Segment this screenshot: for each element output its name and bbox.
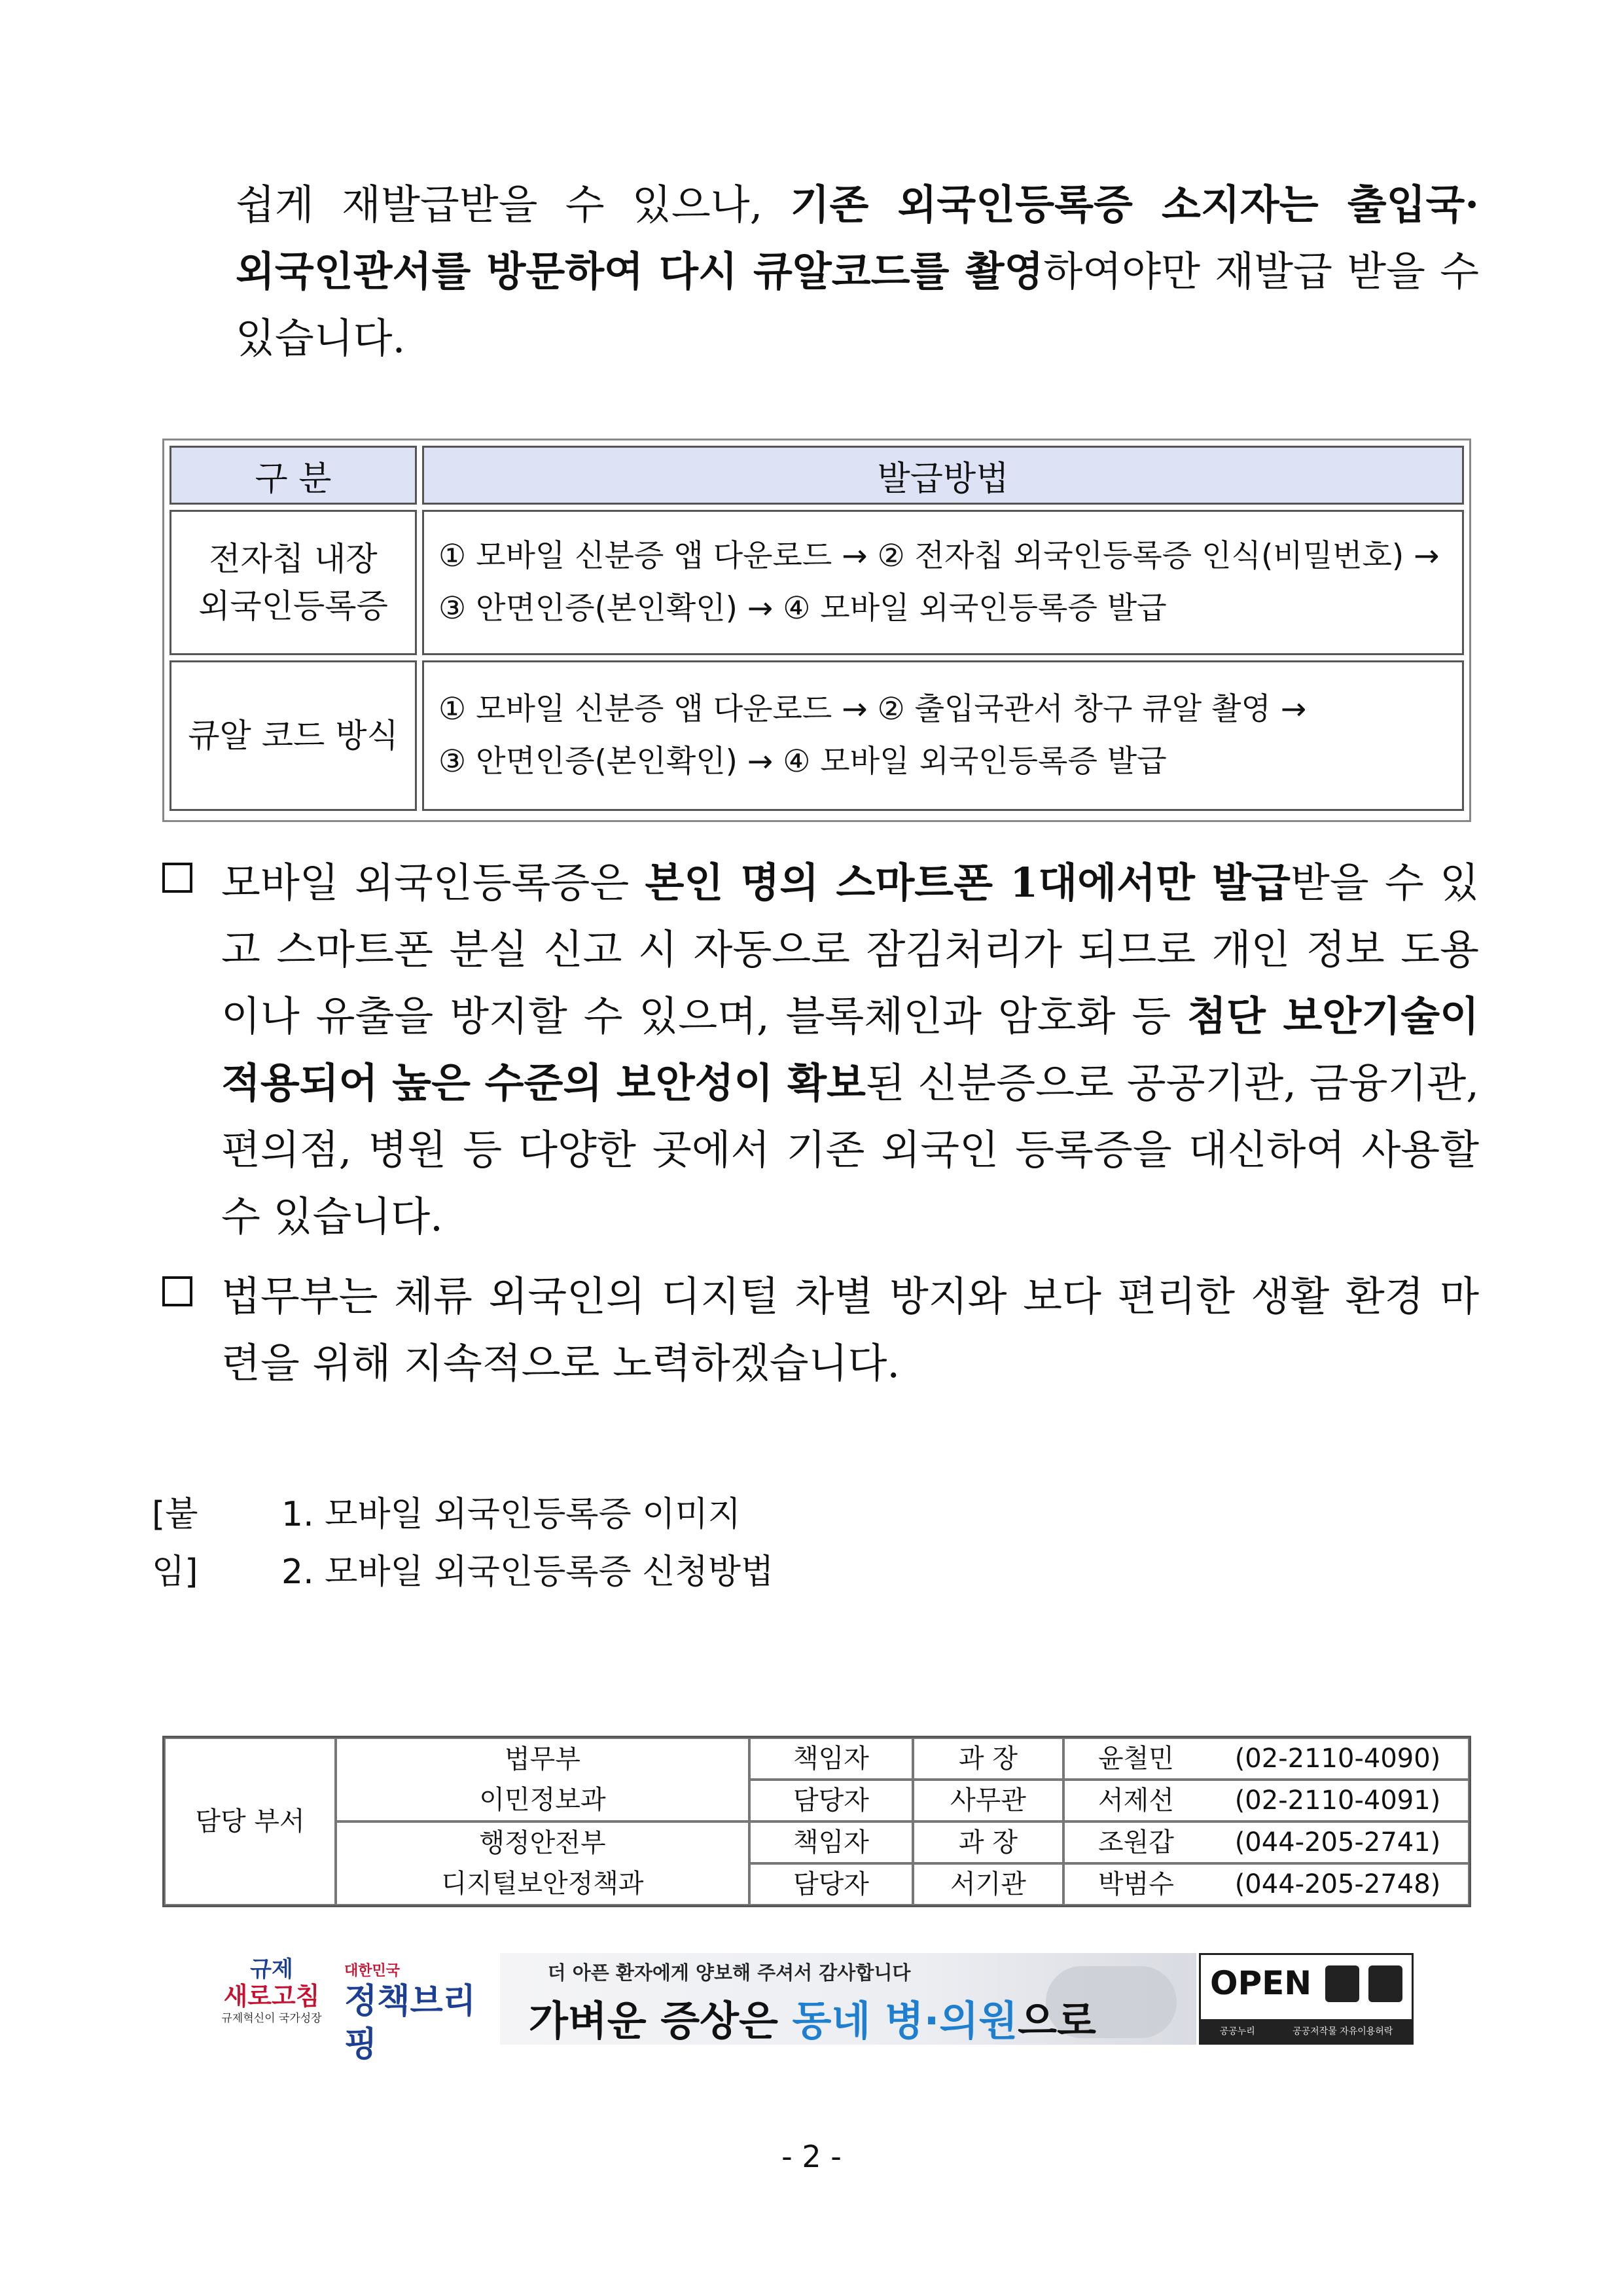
row-qr-steps bbox=[422, 660, 1464, 811]
contact-phone: (044-205-2748) bbox=[1207, 1863, 1469, 1905]
regulation-refresh-logo bbox=[209, 1957, 334, 2026]
contact-title: 과 장 bbox=[913, 1821, 1063, 1863]
attachment-item: 1. 모바일 외국인등록증 이미지 bbox=[281, 1495, 741, 1534]
open-license-caption-bar bbox=[1201, 2019, 1412, 2043]
banner-main-text: 가벼운 증상은 동네 병·의원으로 bbox=[529, 1997, 1096, 2045]
checkbox-bullet-icon bbox=[162, 1276, 192, 1306]
org-justice-division: 이민정보과 bbox=[479, 1785, 606, 1815]
intro-line-1: 쉽게 재발급받을 수 있으나, 기존 외국인등록증 소지자는 출입국· bbox=[236, 181, 1479, 228]
bullet-2-text: 법무부는 체류 외국인의 디지털 차별 방지와 보다 편리한 생활 환경 마련을 위해 지속적으로 노력하겠습니다. bbox=[221, 1272, 1479, 1387]
bullet-paragraph-1 bbox=[162, 850, 1479, 1250]
org-mois-ministry: 행정안전부 bbox=[479, 1828, 606, 1858]
intro-line-2: 외국인관서를 방문하여 다시 큐알코드를 촬영하여야만 재발급 받을 수 bbox=[236, 247, 1480, 295]
contact-name: 윤철민 bbox=[1063, 1738, 1207, 1780]
table-header-category: 구 분 bbox=[169, 446, 417, 505]
row-chip-label-line1: 전자칩 내장 bbox=[209, 540, 378, 578]
checkbox-bullet-icon bbox=[162, 863, 192, 893]
org-mois-division: 디지털보안정책과 bbox=[441, 1869, 644, 1899]
contact-phone: (02-2110-4090) bbox=[1207, 1738, 1469, 1780]
contact-role: 담당자 bbox=[749, 1780, 913, 1821]
logo-brief-country: 대한민국 bbox=[344, 1963, 401, 1979]
row-qr-step-line1: ① 모바일 신분증 앱 다운로드 → ② 출입국관서 창구 큐알 촬영 → bbox=[438, 691, 1307, 727]
logo-kyuje-subtitle: 새로고침 bbox=[223, 1982, 320, 2011]
org-justice-ministry: 법무부 bbox=[505, 1744, 580, 1774]
open-caption-right: 공공저작물 자유이용허락 bbox=[1293, 2026, 1393, 2037]
row-chip-label bbox=[169, 510, 417, 655]
row-qr-step-line2: ③ 안면인증(본인확인) → ④ 모바일 외국인등록증 발급 bbox=[438, 744, 1167, 780]
attachments-tag: [붙임] bbox=[152, 1495, 198, 1592]
org-mois bbox=[336, 1821, 749, 1905]
attachment-item: 2. 모바일 외국인등록증 신청방법 bbox=[281, 1552, 774, 1592]
dept-label: 담당 부서 bbox=[164, 1738, 336, 1905]
contact-title: 사무관 bbox=[913, 1780, 1063, 1821]
policy-briefing-logo bbox=[344, 1960, 501, 2066]
contact-role: 담당자 bbox=[749, 1863, 913, 1905]
contact-phone: (02-2110-4091) bbox=[1207, 1780, 1469, 1821]
page-number: - 2 - bbox=[781, 2139, 842, 2174]
open-license-badge bbox=[1199, 1953, 1414, 2045]
attachments-list bbox=[281, 1486, 774, 1601]
contact-name: 서제선 bbox=[1063, 1780, 1207, 1821]
intro-line-3: 있습니다. bbox=[236, 314, 406, 362]
contact-name: 박범수 bbox=[1063, 1863, 1207, 1905]
contact-role: 책임자 bbox=[749, 1738, 913, 1780]
issuance-method-table bbox=[162, 439, 1471, 822]
contact-name: 조원갑 bbox=[1063, 1821, 1207, 1863]
row-chip-step-line2: ③ 안면인증(본인확인) → ④ 모바일 외국인등록증 발급 bbox=[438, 590, 1167, 626]
row-chip-step-line1: ① 모바일 신분증 앱 다운로드 → ② 전자칩 외국인등록증 인식(비밀번호) → bbox=[438, 538, 1440, 574]
row-chip-label-line2: 외국인등록증 bbox=[198, 587, 388, 625]
logo-kyuje-title: 규제 bbox=[250, 1956, 293, 1982]
banner-top-text: 더 아픈 환자에게 양보해 주셔서 감사합니다 bbox=[547, 1962, 911, 1984]
bullet-1-text: 모바일 외국인등록증은 본인 명의 스마트폰 1대에서만 발급받을 수 있고 스마트폰 분실 신고 시 자동으로 잠김처리가 되므로 개인 정보 도용이나 유출을 방지할 수 있으며, 블록체인과 암호화 등 첨단 보안기술이 적용되어 높은 수준의 보안성이 확보된 신분증으로 공공기관, 금융기관, 편의점, 병원 등 다양한 곳에서 기존 외국인 등록증을 대신하여 사용할 수 있습니다. bbox=[221, 859, 1480, 1240]
table-header-method: 발급방법 bbox=[422, 446, 1464, 505]
contact-title: 서기관 bbox=[913, 1863, 1063, 1905]
bullet-paragraph-2 bbox=[162, 1263, 1479, 1397]
contact-phone: (044-205-2741) bbox=[1207, 1821, 1469, 1863]
footer-logos bbox=[209, 1953, 497, 2064]
contact-role: 책임자 bbox=[749, 1821, 913, 1863]
contact-title: 과 장 bbox=[913, 1738, 1063, 1780]
row-qr-label: 큐알 코드 방식 bbox=[169, 660, 417, 811]
org-justice bbox=[336, 1738, 749, 1821]
intro-paragraph bbox=[236, 171, 1479, 372]
row-chip-steps bbox=[422, 510, 1464, 655]
open-label: OPEN bbox=[1210, 1964, 1312, 2002]
contact-table bbox=[162, 1736, 1471, 1907]
noncommercial-icon bbox=[1368, 1965, 1402, 2002]
open-caption-left: 공공누리 bbox=[1219, 2026, 1255, 2037]
attribution-icon bbox=[1325, 1965, 1359, 2002]
logo-kyuje-slogan: 규제혁신이 국가성장 bbox=[221, 2012, 322, 2025]
campaign-banner bbox=[500, 1953, 1196, 2045]
logo-brief-title: 정책브리핑 bbox=[344, 1982, 476, 2064]
